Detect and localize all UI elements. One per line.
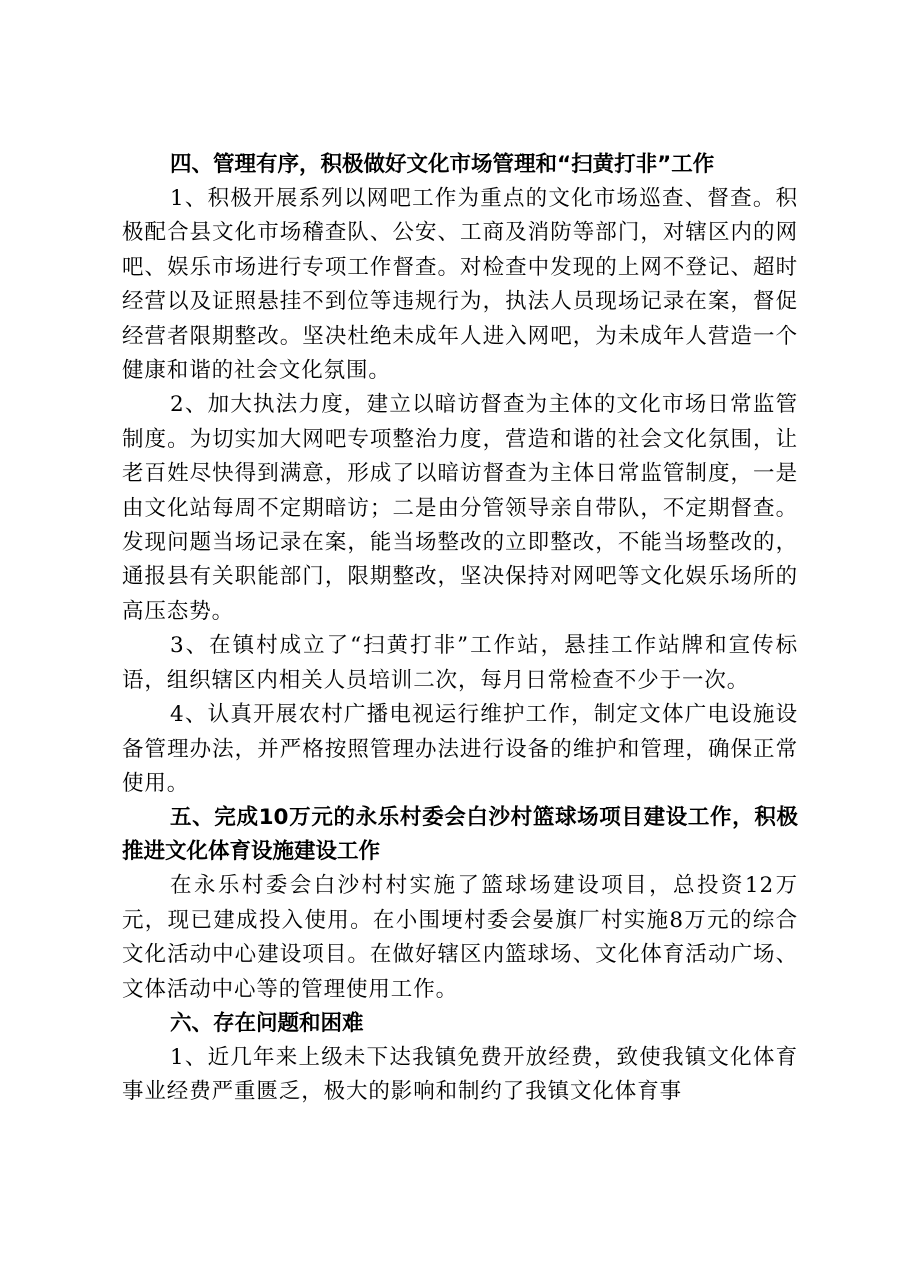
section-4-heading: 四、管理有序，积极做好文化市场管理和“扫黄打非”工作	[170, 152, 715, 177]
section-4-item-1: 1、积极开展系列以网吧工作为重点的文化市场巡查、督查。积极配合县文化市场稽查队、公安、工商及消防等部门，对辖区内的网吧、娱乐市场进行专项工作督查。对检查中发现的上网不登记、超时经营以及证照悬挂不到位等违规行为，执法人员现场记录在案，督促经营者限期整改。坚决杜绝未成年人进入网吧，为未成年人营造一个健康和谐的社会文化氛围。	[122, 186, 798, 384]
section-6-heading: 六、存在问题和困难	[170, 1010, 364, 1036]
document-body	[122, 148, 798, 1110]
section-5-body: 在永乐村委会白沙村村实施了篮球场建设项目，总投资12万元，现已建成投入使用。在小围埂村委会晏旗厂村实施8万元的综合文化活动中心建设项目。在做好辖区内篮球场、文化体育活动广场、文体活动中心等的管理使用工作。	[122, 873, 798, 1002]
section-6-item-1: 1、近几年来上级未下达我镇免费开放经费，致使我镇文化体育事业经费严重匮乏，极大的影响和制约了我镇文化体育事	[122, 1044, 798, 1105]
section-5-heading: 五、完成10万元的永乐村委会白沙村篮球场项目建设工作，积极推进文化体育设施建设工作	[122, 805, 798, 865]
section-4-item-3: 3、在镇村成立了“扫黄打非”工作站，悬挂工作站牌和宣传标语，组织辖区内相关人员培训二次，每月日常检查不少于一次。	[122, 633, 798, 693]
section-4-item-2: 2、加大执法力度，建立以暗访督查为主体的文化市场日常监管制度。为切实加大网吧专项整治力度，营造和谐的社会文化氛围，让老百姓尽快得到满意，形成了以暗访督查为主体日常监管制度，一是由文化站每周不定期暗访；二是由分管领导亲自带队，不定期督查。发现问题当场记录在案，能当场整改的立即整改，不能当场整改的，通报县有关职能部门，限期整改，坚决保持对网吧等文化娱乐场所的高压态势。	[122, 392, 798, 624]
section-4-item-4: 4、认真开展农村广播电视运行维护工作，制定文体广电设施设备管理办法，并严格按照管理办法进行设备的维护和管理，确保正常使用。	[122, 702, 798, 796]
